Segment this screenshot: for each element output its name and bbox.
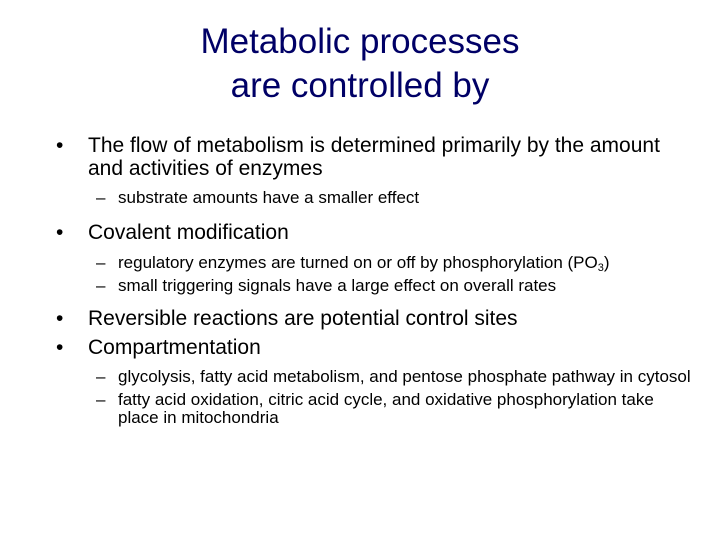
sub-bullet-item <box>56 277 696 295</box>
sub-bullet-item <box>56 254 696 272</box>
bullet-icon: • <box>56 307 64 330</box>
sub-bullet-item <box>56 391 696 427</box>
sub-bullet-item <box>56 189 696 207</box>
title-line-2: are controlled by <box>230 66 490 105</box>
bullet-text: The flow of metabolism is determined primarily by the amount and activities of enzymes <box>88 134 660 180</box>
sub-bullet-item <box>56 368 696 386</box>
slide-title <box>0 20 720 108</box>
dash-icon: – <box>96 276 106 295</box>
bullet-text: Covalent modification <box>88 221 289 244</box>
bullet-icon: • <box>56 221 64 244</box>
bullet-item <box>56 221 696 244</box>
dash-icon: – <box>96 253 106 272</box>
sub-bullet-text: regulatory enzymes are turned on or off by phosphorylation $(PO_3)$ <box>118 253 610 274</box>
bullet-text: Reversible reactions are potential control sites <box>88 307 518 330</box>
bullet-item <box>56 307 696 330</box>
sub-bullet-text: glycolysis, fatty acid metabolism, and pentose phosphate pathway in cytosol <box>118 367 691 386</box>
dash-icon: – <box>96 367 106 386</box>
sub-bullet-text: small triggering signals have a large effect on overall rates <box>118 276 557 295</box>
dash-icon: – <box>96 390 106 409</box>
sub-bullet-text: substrate amounts have a smaller effect <box>118 188 420 207</box>
bullet-icon: • <box>56 336 64 359</box>
bullet-text: Compartmentation <box>88 336 261 359</box>
title-line-1: Metabolic processes <box>200 22 520 61</box>
bullet-item <box>56 134 696 180</box>
bullet-item <box>56 336 696 359</box>
bullet-list <box>56 134 696 427</box>
sub-bullet-text: fatty acid oxidation, citric acid cycle, and oxidative phosphorylation take place in mitochondria <box>118 390 654 427</box>
dash-icon: – <box>96 188 106 207</box>
bullet-icon: • <box>56 134 64 157</box>
